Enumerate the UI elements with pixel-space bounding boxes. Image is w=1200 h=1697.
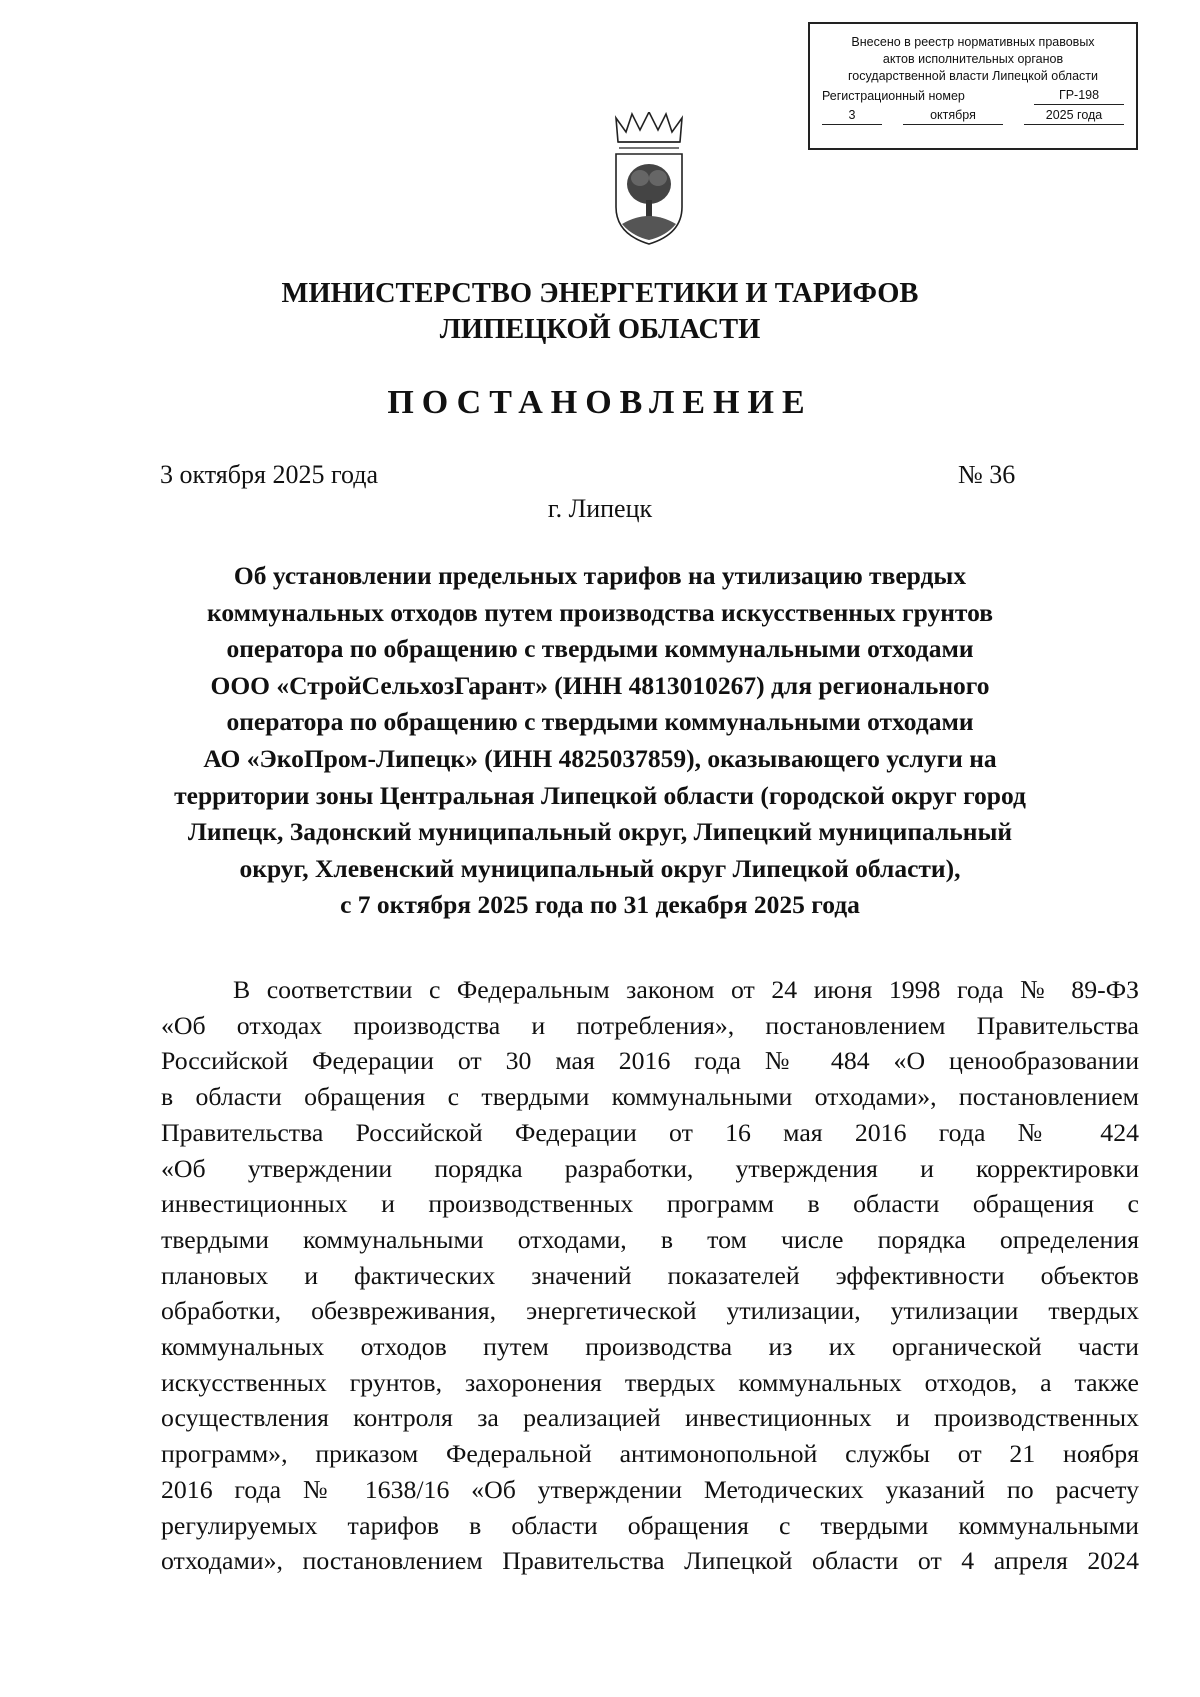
ministry-heading	[0, 276, 1200, 348]
title-line: территории зоны Центральная Липецкой области (городской округ город	[174, 780, 1026, 810]
title-line: округ, Хлевенский муниципальный округ Липецкой области),	[239, 853, 961, 883]
document-date: 3 октября 2025 года	[160, 460, 378, 489]
title-line: коммунальных отходов путем производства искусственных грунтов	[207, 597, 993, 627]
lipetsk-coat-of-arms-icon	[610, 112, 688, 247]
title-line: Об установлении предельных тарифов на утилизацию твердых	[233, 561, 967, 590]
stamp-registration-row	[822, 87, 1124, 105]
title-line: оператора по обращению с твердыми коммунальными отходами	[226, 634, 974, 664]
stamp-month: октября	[903, 107, 1003, 125]
stamp-reg-number: ГР-198	[1034, 87, 1124, 105]
body-line: «Об отходах производства и потребления», постановлением Правительства	[161, 1010, 1139, 1040]
title-line: оператора по обращению с твердыми коммунальными отходами	[226, 707, 974, 737]
title-line: с 7 октября 2025 года по 31 декабря 2025 года	[340, 890, 860, 920]
body-line: искусственных грунтов, захоронения твердых коммунальных отходов, а также	[161, 1367, 1139, 1397]
body-line: осуществления контроля за реализацией инвестиционных и производственных	[161, 1403, 1139, 1433]
body-line: регулируемых тарифов в области обращения с твердыми коммунальными	[161, 1510, 1139, 1540]
body-line: «Об утверждении порядка разработки, утверждения и корректировки	[161, 1153, 1139, 1183]
body-line: в области обращения с твердыми коммунальными отходами», постановлением	[161, 1082, 1139, 1112]
document-number: № 36	[958, 460, 1016, 489]
document-type: ПОСТАНОВЛЕНИЕ	[387, 384, 813, 421]
ministry-line-2: ЛИПЕЦКОЙ ОБЛАСТИ	[439, 314, 761, 345]
title-line: Липецк, Задонский муниципальный округ, Липецкий муниципальный	[187, 817, 1013, 847]
stamp-line-3: государственной власти Липецкой области	[847, 69, 1099, 83]
body-line: обработки, обезвреживания, энергетической утилизации, утилизации твердых	[161, 1296, 1139, 1326]
body-line: В соответствии с Федеральным законом от 24 июня 1998 года № 89-ФЗ	[233, 975, 1139, 1004]
body-line: коммунальных отходов путем производства из их органической части	[161, 1332, 1139, 1362]
stamp-day: 3	[822, 107, 882, 125]
stamp-reg-label: Регистрационный номер	[822, 89, 965, 103]
ministry-line-1: МИНИСТЕРСТВО ЭНЕРГЕТИКИ И ТАРИФОВ	[281, 278, 919, 309]
stamp-line-2: актов исполнительных органов	[882, 52, 1064, 66]
stamp-date-row	[822, 107, 1124, 125]
body-line: программ», приказом Федеральной антимонопольной службы от 21 ноября	[161, 1439, 1139, 1469]
body-line: инвестиционных и производственных программ в области обращения с	[161, 1189, 1139, 1219]
title-line: АО «ЭкоПром-Липецк» (ИНН 4825037859), оказывающего услуги на	[203, 743, 997, 773]
document-body	[161, 972, 1139, 1579]
stamp-line-1: Внесено в реестр нормативных правовых	[851, 35, 1095, 49]
registration-stamp	[808, 22, 1138, 150]
title-line: ООО «СтройСельхозГарант» (ИНН 4813010267) для регионального	[210, 670, 990, 700]
body-line: Российской Федерации от 30 мая 2016 года № 484 «О ценообразовании	[161, 1046, 1139, 1076]
document-city: г. Липецк	[547, 494, 653, 523]
body-line: твердыми коммунальными отходами, в том числе порядка определения	[161, 1224, 1139, 1254]
body-line: Правительства Российской Федерации от 16 мая 2016 года № 424	[161, 1117, 1139, 1147]
body-line: 2016 года № 1638/16 «Об утверждении Методических указаний по расчету	[161, 1474, 1139, 1504]
document-title	[130, 558, 1070, 924]
body-line: плановых и фактических значений показателей эффективности объектов	[161, 1260, 1139, 1290]
stamp-year: 2025 года	[1024, 107, 1124, 125]
body-line: отходами», постановлением Правительства Липецкой области от 4 апреля 2024	[161, 1546, 1139, 1576]
